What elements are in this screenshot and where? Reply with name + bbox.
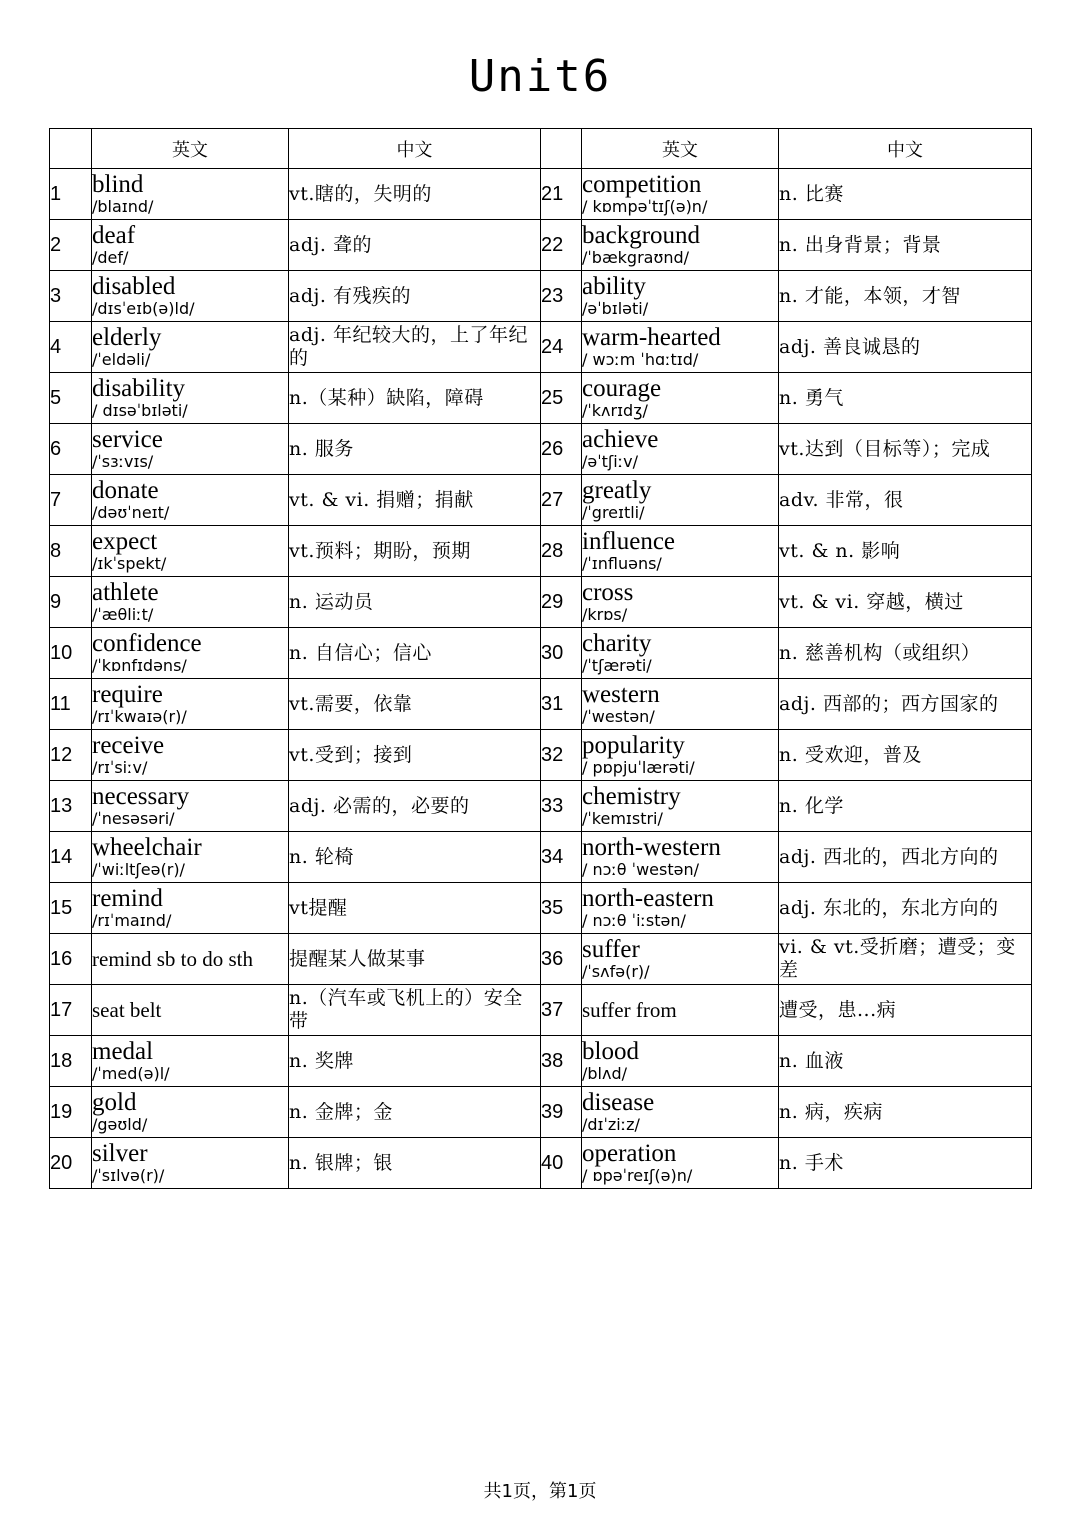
entry-english (582, 985, 779, 1036)
header-chinese-left: 中文 (289, 129, 541, 169)
entry-english (92, 679, 289, 730)
entry-english (582, 730, 779, 781)
header-blank-left (50, 129, 92, 169)
entry-number: 33 (541, 781, 582, 832)
entry-phonetic: /ˈbækgraʊnd/ (582, 247, 690, 267)
entry-number: 36 (541, 934, 582, 985)
table-row (50, 730, 1032, 781)
entry-phonetic: /ˈgreɪtli/ (582, 502, 645, 522)
entry-english (92, 832, 289, 883)
entry-phonetic: /ˈmed(ə)l/ (92, 1063, 170, 1083)
entry-chinese-meaning: n. 才能，本领，才智 (779, 271, 1032, 322)
table-row (50, 628, 1032, 679)
entry-chinese-meaning: n. 服务 (289, 424, 541, 475)
entry-english (582, 1087, 779, 1138)
entry-word: blood (582, 1037, 639, 1065)
entry-english (92, 1087, 289, 1138)
entry-phonetic: /əˈbɪləti/ (582, 298, 649, 318)
header-chinese-right: 中文 (779, 129, 1032, 169)
entry-english (582, 577, 779, 628)
entry-number: 11 (50, 679, 92, 730)
entry-number: 30 (541, 628, 582, 679)
entry-number: 34 (541, 832, 582, 883)
table-row (50, 271, 1032, 322)
entry-chinese-meaning: n. 运动员 (289, 577, 541, 628)
entry-chinese-meaning: n. 奖牌 (289, 1036, 541, 1087)
entry-number: 7 (50, 475, 92, 526)
entry-chinese-meaning: n. 金牌；金 (289, 1087, 541, 1138)
entry-chinese-meaning: n. 比赛 (779, 169, 1032, 220)
entry-word: donate (92, 476, 159, 504)
entry-phonetic: /gəʊld/ (92, 1114, 148, 1134)
entry-phonetic: /ˈkɒnfɪdəns/ (92, 655, 187, 675)
entry-number: 40 (541, 1138, 582, 1189)
entry-word: suffer (582, 935, 640, 963)
entry-number: 31 (541, 679, 582, 730)
entry-number: 3 (50, 271, 92, 322)
entry-phonetic: /ˈsʌfə(r)/ (582, 961, 650, 981)
table-row (50, 1138, 1032, 1189)
entry-number: 37 (541, 985, 582, 1036)
entry-phonetic: / kɒmpəˈtɪʃ(ə)n/ (582, 196, 708, 216)
entry-phonetic: / nɔːθ ˈwestən/ (582, 859, 699, 879)
entry-english (92, 577, 289, 628)
table-header-row (50, 129, 1032, 169)
entry-phonetic: / pɒpjuˈlærəti/ (582, 757, 695, 777)
entry-chinese-meaning: vt提醒 (289, 883, 541, 934)
entry-number: 35 (541, 883, 582, 934)
entry-phonetic: / wɔːm ˈhɑːtɪd/ (582, 349, 699, 369)
entry-number: 13 (50, 781, 92, 832)
entry-phonetic: /ˈeldəli/ (92, 349, 151, 369)
entry-phonetic: / ɒpəˈreɪʃ(ə)n/ (582, 1165, 693, 1185)
entry-word: expect (92, 527, 158, 555)
entry-chinese-meaning: vt.受到；接到 (289, 730, 541, 781)
entry-word: confidence (92, 629, 202, 657)
entry-english (92, 628, 289, 679)
entry-english (92, 220, 289, 271)
entry-chinese-meaning: vt. & vi. 穿越，横过 (779, 577, 1032, 628)
entry-phonetic: /dɪˈziːz/ (582, 1114, 640, 1134)
entry-word: blind (92, 170, 144, 198)
entry-phonetic: /blaɪnd/ (92, 196, 154, 216)
entry-number: 9 (50, 577, 92, 628)
entry-chinese-meaning: adj. 西部的；西方国家的 (779, 679, 1032, 730)
entry-english (92, 475, 289, 526)
entry-word: operation (582, 1139, 677, 1167)
entry-word: service (92, 425, 163, 453)
page-footer: 共1页，第1页 (483, 1481, 597, 1502)
entry-english (92, 934, 289, 985)
entry-number: 25 (541, 373, 582, 424)
entry-word: warm-hearted (582, 323, 721, 351)
page-title: Unit6 (468, 51, 612, 102)
entry-word: receive (92, 731, 165, 759)
table-row (50, 1036, 1032, 1087)
entry-english (582, 832, 779, 883)
entry-word: remind (92, 884, 163, 912)
entry-number: 4 (50, 322, 92, 373)
entry-word: disease (582, 1088, 655, 1116)
entry-number: 39 (541, 1087, 582, 1138)
entry-phonetic: /ˈwestən/ (582, 706, 655, 726)
entry-word: western (582, 680, 660, 708)
entry-english (92, 985, 289, 1036)
entry-phonetic: /blʌd/ (582, 1063, 628, 1083)
entry-phonetic: /ˈkʌrɪdʒ/ (582, 400, 648, 420)
entry-english (92, 781, 289, 832)
entry-phonetic: /ˈsɪlvə(r)/ (92, 1165, 165, 1185)
entry-number: 29 (541, 577, 582, 628)
entry-english (582, 934, 779, 985)
entry-word: necessary (92, 782, 190, 810)
entry-english (582, 220, 779, 271)
entry-phonetic: /rɪˈkwaɪə(r)/ (92, 706, 187, 726)
entry-word: gold (92, 1088, 137, 1116)
entry-chinese-meaning: n. 自信心；信心 (289, 628, 541, 679)
entry-phonetic: /rɪˈmaɪnd/ (92, 910, 172, 930)
entry-phonetic: /dəʊˈneɪt/ (92, 502, 170, 522)
entry-word: cross (582, 578, 634, 606)
table-row (50, 322, 1032, 373)
entry-number: 15 (50, 883, 92, 934)
entry-word: medal (92, 1037, 154, 1065)
entry-number: 19 (50, 1087, 92, 1138)
entry-word: silver (92, 1139, 148, 1167)
table-row (50, 526, 1032, 577)
entry-chinese-meaning: 提醒某人做某事 (289, 934, 541, 985)
entry-phonetic: /rɪˈsiːv/ (92, 757, 148, 777)
entry-english (582, 628, 779, 679)
entry-phonetic: /ˈkemɪstri/ (582, 808, 663, 828)
entry-number: 17 (50, 985, 92, 1036)
entry-english (92, 169, 289, 220)
entry-word: achieve (582, 425, 659, 453)
table-row (50, 679, 1032, 730)
entry-phonetic: /əˈtʃiːv/ (582, 451, 638, 471)
entry-phonetic: /ˈæθliːt/ (92, 604, 154, 624)
entry-number: 21 (541, 169, 582, 220)
entry-word: charity (582, 629, 652, 657)
entry-word: courage (582, 374, 662, 402)
entry-english (92, 424, 289, 475)
entry-english (582, 271, 779, 322)
entry-phonetic: / nɔːθ ˈiːstən/ (582, 910, 686, 930)
entry-chinese-meaning: adj. 年纪较大的，上了年纪的 (289, 322, 541, 373)
entry-word: require (92, 680, 163, 708)
entry-number: 22 (541, 220, 582, 271)
entry-chinese-meaning: adj. 东北的，东北方向的 (779, 883, 1032, 934)
entry-chinese-meaning: vt. & n. 影响 (779, 526, 1032, 577)
entry-english (582, 475, 779, 526)
entry-chinese-meaning: n.（汽车或飞机上的）安全带 (289, 985, 541, 1036)
table-row (50, 424, 1032, 475)
entry-english (92, 1036, 289, 1087)
entry-chinese-meaning: vi. & vt.受折磨；遭受；变差 (779, 934, 1032, 985)
entry-english (92, 730, 289, 781)
entry-chinese-meaning: n. 慈善机构（或组织） (779, 628, 1032, 679)
entry-phonetic: /ˈsɜːvɪs/ (92, 451, 154, 471)
entry-word: disability (92, 374, 186, 402)
entry-english (582, 526, 779, 577)
table-body (50, 169, 1032, 1189)
entry-chinese-meaning: n. 受欢迎，普及 (779, 730, 1032, 781)
entry-english (92, 271, 289, 322)
table-row (50, 220, 1032, 271)
entry-number: 32 (541, 730, 582, 781)
entry-number: 12 (50, 730, 92, 781)
entry-phonetic: /dɪsˈeɪb(ə)ld/ (92, 298, 195, 318)
table-row (50, 475, 1032, 526)
entry-word: competition (582, 170, 702, 198)
entry-number: 23 (541, 271, 582, 322)
entry-english (582, 781, 779, 832)
entry-english (582, 424, 779, 475)
entry-chinese-meaning: n. 化学 (779, 781, 1032, 832)
entry-number: 2 (50, 220, 92, 271)
entry-number: 38 (541, 1036, 582, 1087)
entry-chinese-meaning: n. 银牌；银 (289, 1138, 541, 1189)
entry-chinese-meaning: n. 出身背景；背景 (779, 220, 1032, 271)
entry-number: 14 (50, 832, 92, 883)
entry-english (582, 373, 779, 424)
entry-word: popularity (582, 731, 685, 759)
entry-phonetic: / dɪsəˈbɪləti/ (92, 400, 188, 420)
entry-word: north-eastern (582, 884, 714, 912)
table-row (50, 832, 1032, 883)
entry-word: background (582, 221, 701, 249)
table-row (50, 934, 1032, 985)
entry-chinese-meaning: adj. 聋的 (289, 220, 541, 271)
entry-word: influence (582, 527, 676, 555)
entry-chinese-meaning: vt. & vi. 捐赠；捐献 (289, 475, 541, 526)
entry-word: north-western (582, 833, 721, 861)
entry-chinese-meaning: n. 血液 (779, 1036, 1032, 1087)
entry-english (582, 322, 779, 373)
header-english-left: 英文 (92, 129, 289, 169)
entry-phonetic: /def/ (92, 247, 129, 267)
entry-english (582, 1138, 779, 1189)
entry-english (92, 526, 289, 577)
entry-word: elderly (92, 323, 162, 351)
entry-english (92, 1138, 289, 1189)
table-row (50, 169, 1032, 220)
entry-english (582, 169, 779, 220)
entry-word: wheelchair (92, 833, 202, 861)
entry-number: 10 (50, 628, 92, 679)
table-row (50, 781, 1032, 832)
entry-english (582, 679, 779, 730)
entry-phonetic: /krɒs/ (582, 604, 628, 624)
entry-phonetic: /ˈtʃærəti/ (582, 655, 652, 675)
entry-number: 18 (50, 1036, 92, 1087)
entry-chinese-meaning: n.（某种）缺陷，障碍 (289, 373, 541, 424)
entry-chinese-meaning: 遭受，患...病 (779, 985, 1032, 1036)
entry-word: chemistry (582, 782, 681, 810)
entry-number: 24 (541, 322, 582, 373)
table-row (50, 373, 1032, 424)
entry-number: 26 (541, 424, 582, 475)
header-blank-right (541, 129, 582, 169)
table-row (50, 1087, 1032, 1138)
entry-chinese-meaning: n. 轮椅 (289, 832, 541, 883)
entry-chinese-meaning: adj. 西北的，西北方向的 (779, 832, 1032, 883)
entry-number: 28 (541, 526, 582, 577)
entry-english (582, 883, 779, 934)
entry-word: ability (582, 272, 646, 300)
entry-chinese-meaning: vt.预料；期盼，预期 (289, 526, 541, 577)
entry-number: 16 (50, 934, 92, 985)
entry-english (92, 322, 289, 373)
entry-phonetic: /ˈnesəsəri/ (92, 808, 175, 828)
entry-chinese-meaning: adj. 必需的，必要的 (289, 781, 541, 832)
entry-number: 1 (50, 169, 92, 220)
entry-word: deaf (92, 221, 136, 249)
entry-chinese-meaning: n. 勇气 (779, 373, 1032, 424)
entry-number: 6 (50, 424, 92, 475)
entry-chinese-meaning: vt.瞎的，失明的 (289, 169, 541, 220)
table-row (50, 577, 1032, 628)
header-english-right: 英文 (582, 129, 779, 169)
entry-chinese-meaning: n. 病，疾病 (779, 1087, 1032, 1138)
vocabulary-table (49, 128, 1032, 1189)
table-row (50, 883, 1032, 934)
table-row (50, 985, 1032, 1036)
entry-chinese-meaning: adj. 善良诚恳的 (779, 322, 1032, 373)
entry-number: 27 (541, 475, 582, 526)
entry-chinese-meaning: adv. 非常，很 (779, 475, 1032, 526)
entry-chinese-meaning: vt.达到（目标等）；完成 (779, 424, 1032, 475)
entry-phonetic: /ˈwiːltʃeə(r)/ (92, 859, 185, 879)
entry-english (92, 373, 289, 424)
entry-chinese-meaning: vt.需要，依靠 (289, 679, 541, 730)
entry-phrase: remind sb to do sth (92, 947, 253, 971)
entry-english (582, 1036, 779, 1087)
entry-phrase: seat belt (92, 998, 162, 1022)
entry-phonetic: /ˈɪnfluəns/ (582, 553, 662, 573)
entry-phrase: suffer from (582, 998, 677, 1022)
entry-word: athlete (92, 578, 159, 606)
entry-chinese-meaning: adj. 有残疾的 (289, 271, 541, 322)
entry-word: disabled (92, 272, 176, 300)
entry-number: 20 (50, 1138, 92, 1189)
entry-english (92, 883, 289, 934)
entry-number: 5 (50, 373, 92, 424)
entry-word: greatly (582, 476, 652, 504)
entry-number: 8 (50, 526, 92, 577)
entry-phonetic: /ɪkˈspekt/ (92, 553, 167, 573)
entry-chinese-meaning: n. 手术 (779, 1138, 1032, 1189)
